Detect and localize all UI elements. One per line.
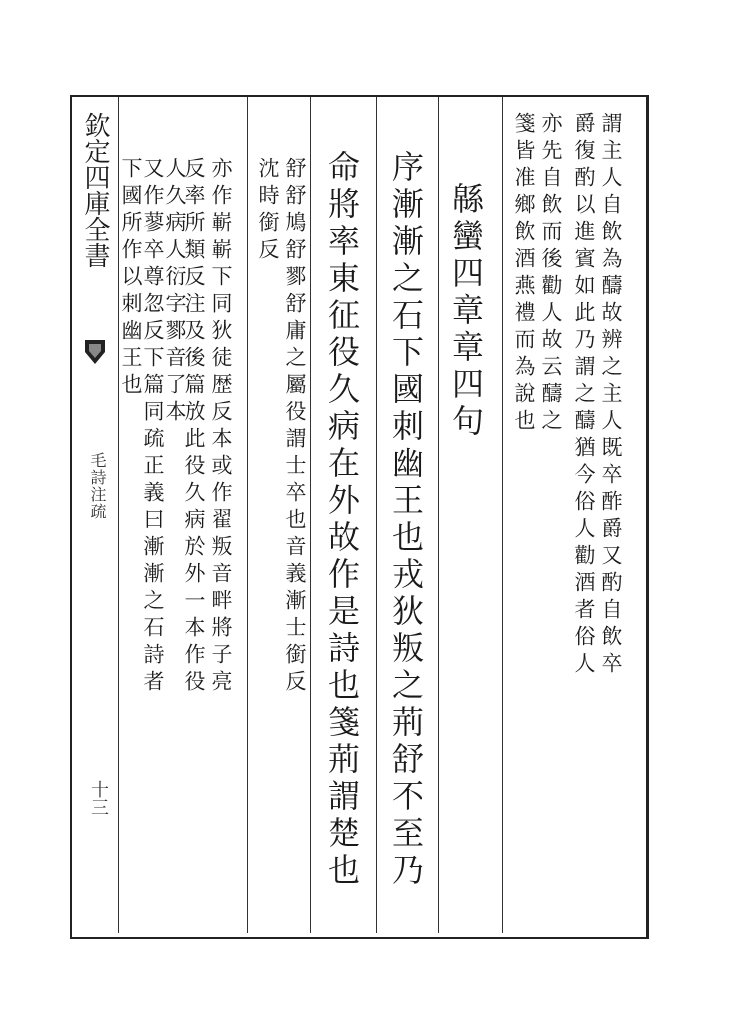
text-column-7: [180, 157, 234, 697]
commentary-line: 舒舒鳩舒鄝舒庸之屬役謂士卒也音義漸士銜反: [283, 157, 307, 697]
commentary-line: 謂主人自飲為醻故辨之主人既卒酢爵又酌自飲卒: [599, 112, 623, 679]
commentary-line: 反率所類反注及後篇放此役久病於外一本作役: [182, 157, 206, 697]
text-column-5: 命將率東征役久病在外故作是詩也箋荊謂楚也: [323, 150, 361, 890]
commentary-line: 亦作嶄嶄下同狄徒歴反本或作翟叛音畔將子亮: [209, 157, 233, 697]
column-rule: [502, 97, 503, 933]
text-column-2: [510, 112, 564, 436]
text-column-3: 緜蠻四章章四句: [447, 182, 485, 441]
text-column-4: 序漸漸之石下國刺幽王也戎狄叛之荊舒不至乃: [387, 150, 425, 890]
commentary-line: 沈時銜反: [256, 157, 280, 265]
column-rule: [376, 97, 377, 933]
page-number: 十三: [88, 780, 109, 816]
column-rule: [438, 97, 439, 933]
column-rule: [247, 97, 248, 933]
column-rule: [310, 97, 311, 933]
book-title: 欽定四庫全書: [80, 112, 110, 268]
text-column-6: [254, 157, 308, 697]
commentary-line: 爵復酌以進賓如此乃謂之醻猶今俗人勸酒者俗人: [572, 112, 596, 679]
commentary-line: 又作蓼卒尊忽反下篇同疏正義曰漸漸之石詩者: [141, 157, 165, 697]
work-title: 毛詩注疏: [88, 452, 107, 520]
fish-tail-mark-icon: [84, 338, 106, 366]
commentary-line: 人久病人衍字鄝音了本: [163, 157, 187, 427]
text-column-8: [120, 157, 186, 697]
commentary-line: 亦先自飲而後勸人故云醻之: [539, 112, 563, 436]
commentary-line: 箋皆准鄉飲酒燕禮而為說也: [512, 112, 536, 436]
commentary-line: 下國所作以刺幽王也: [119, 157, 143, 400]
text-column-1: [570, 112, 624, 679]
